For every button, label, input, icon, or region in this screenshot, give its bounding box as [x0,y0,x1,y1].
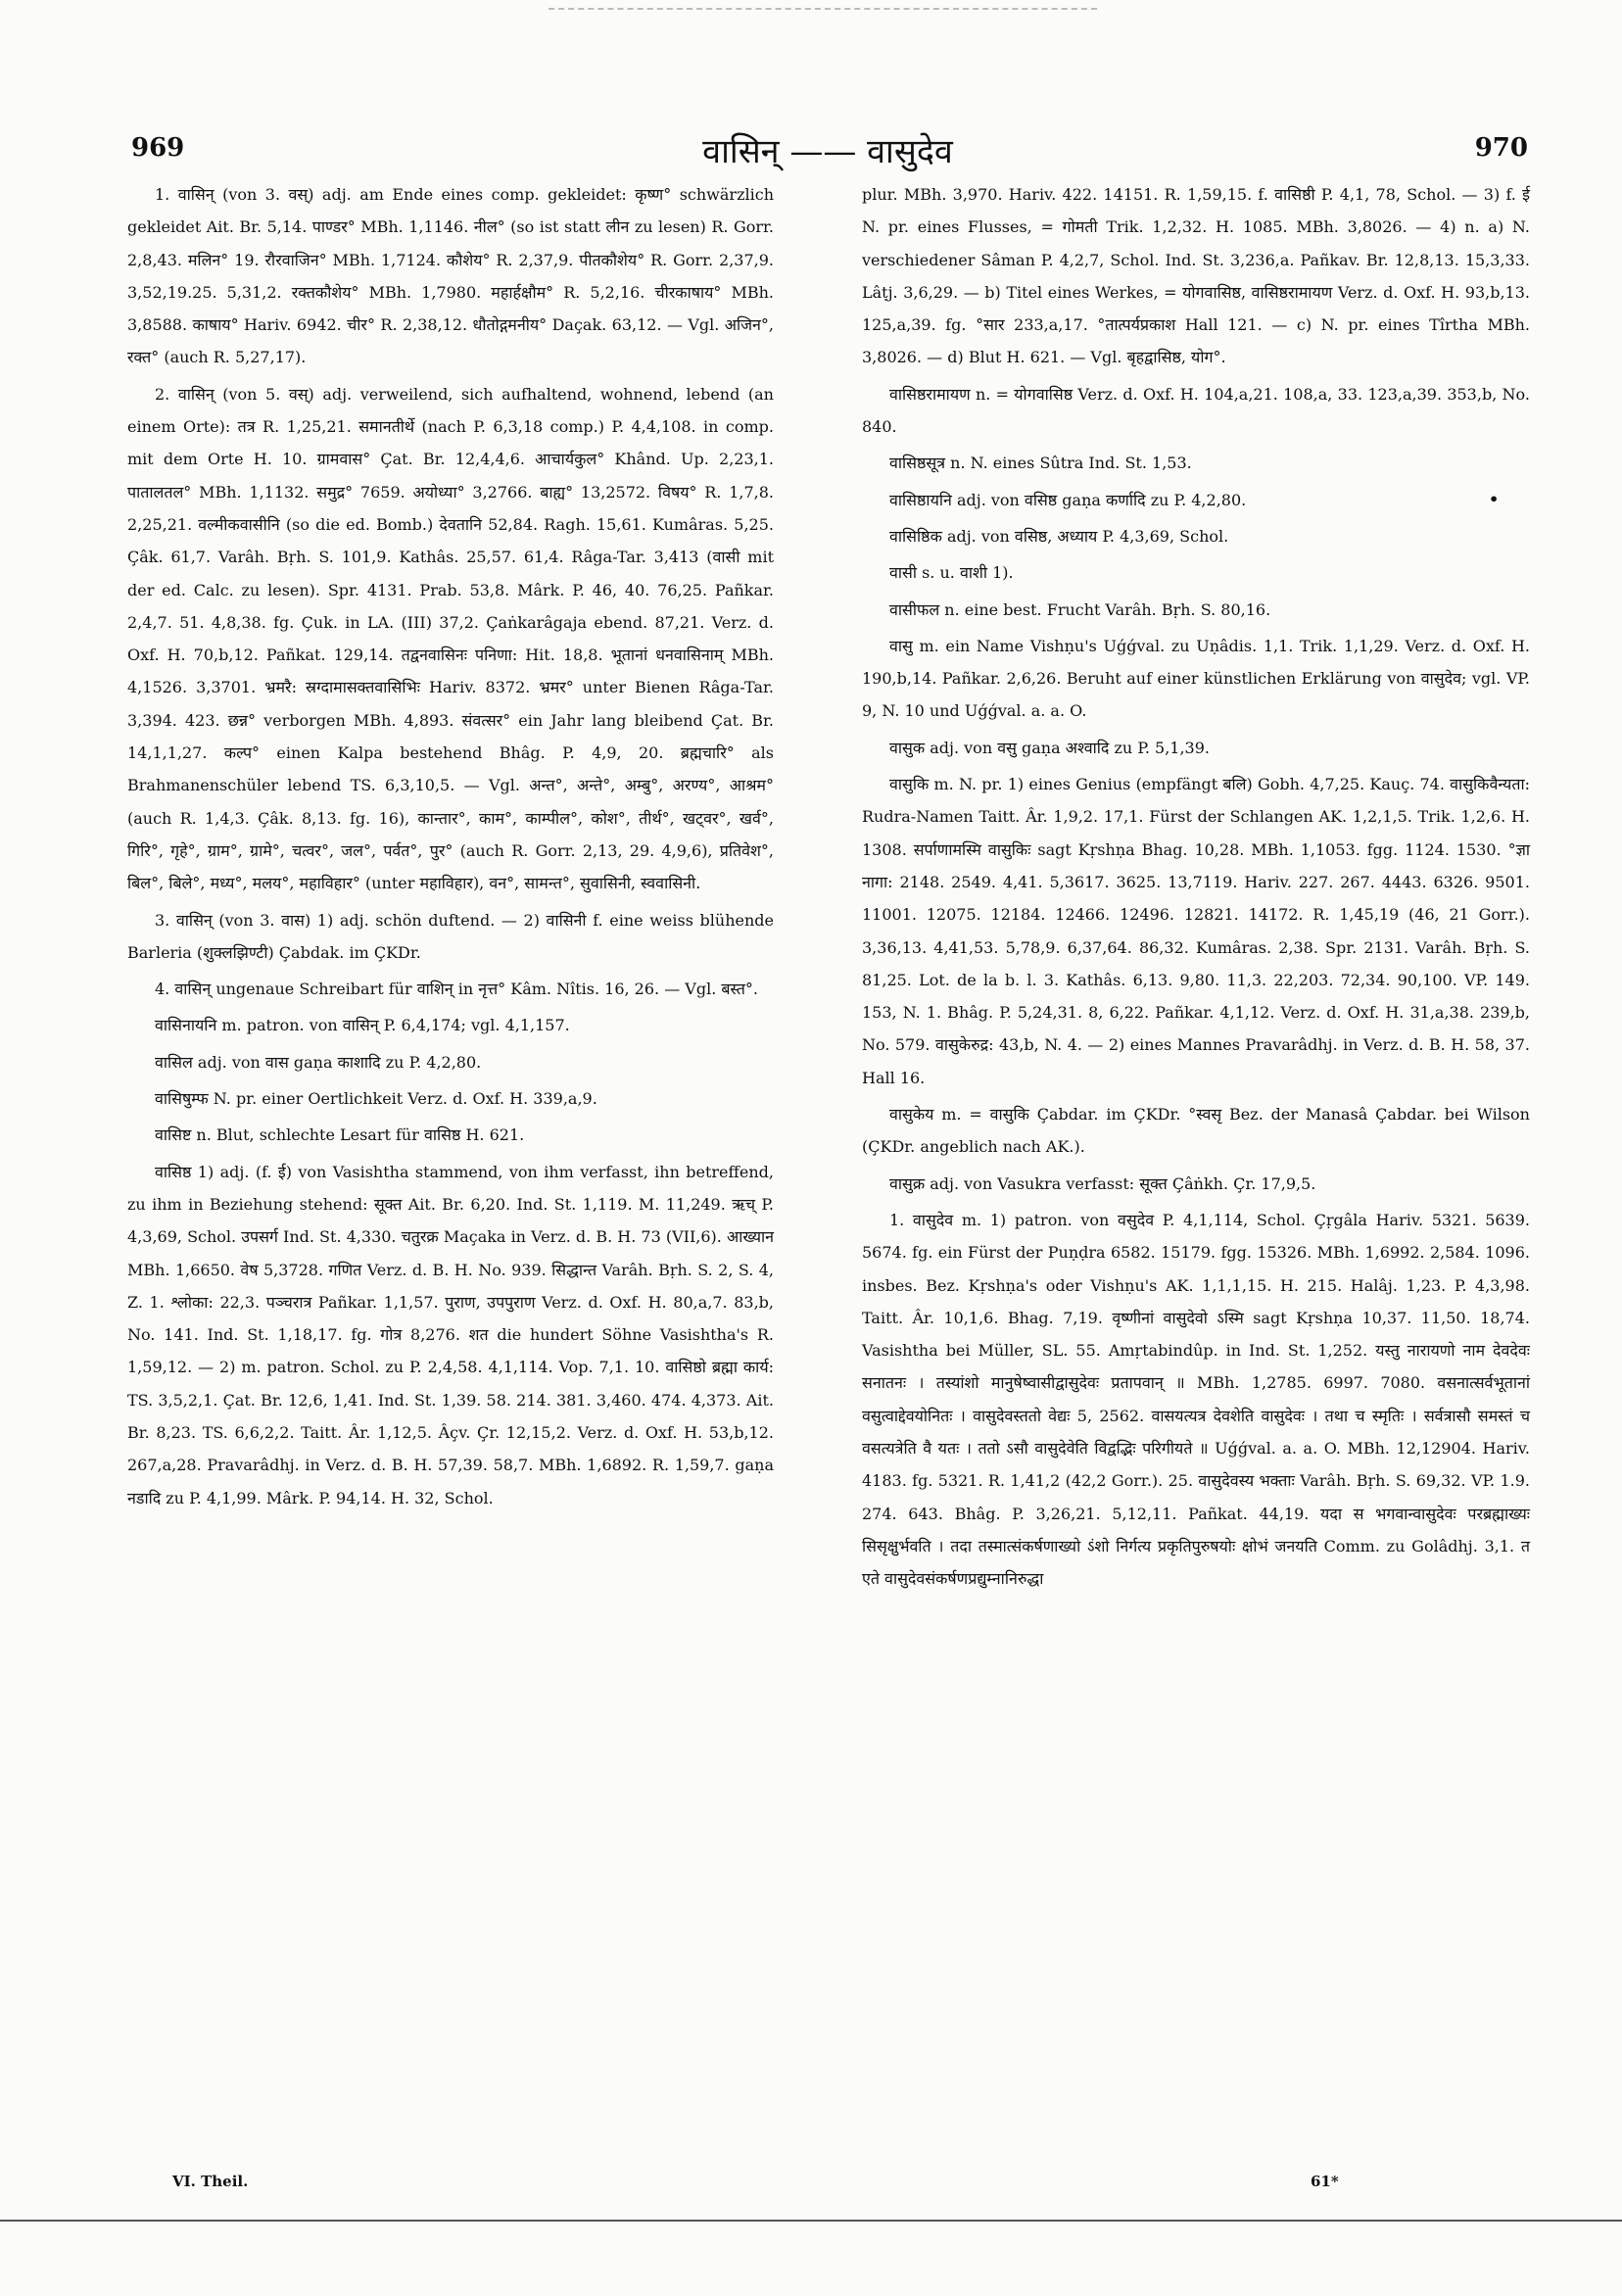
left-column [127,178,774,1518]
footer-volume: VI. Theil. [172,2173,249,2190]
entry-vasin-1: 1. वासिन् (von 3. वस्) adj. am Ende eines comp. gekleidet: कृष्ण° schwärzlich gekleidet Ait. Br. 5,14. पाण्डर° MBh. 1,1146. नील° (so ist statt लीन zu lesen) R. Gorr. 2,8,43. मलिन° 19. रौरवाजिन° MBh. 1,7124. कौशेय° R. 2,37,9. पीतकौशेय° R. Gorr. 2,37,9. 3,52,19.25. 5,31,2. रक्तकौशेय° MBh. 1,7980. महार्हक्षौम° R. 5,2,16. चीरकाषाय° MBh. 3,8588. काषाय° Hariv. 6942. चीर° R. 2,38,12. धौतोद्गमनीय° Daçak. 63,12. — Vgl. अजिन°, रक्त° (auch R. 5,27,17). [127,185,774,367]
entry-vasishta-n: वासिष्ट n. Blut, schlechte Lesart für वासिष्ठ H. 621. [155,1125,525,1145]
right-page-number: 970 [1474,133,1528,163]
entry-vasukra: वासुक्र adj. von Vasukra verfasst: सूक्त Çâṅkh. Çr. 17,9,5. [889,1173,1316,1193]
entry-vasishthayani: वासिष्ठायनि adj. von वसिष्ठ gaṇa कर्णादि zu P. 4,2,80. [889,490,1247,509]
footer-signature: 61* [1311,2173,1339,2190]
entry-vasishthasutra: वासिष्ठसूत्र n. N. eines Sûtra Ind. St. 1,53. [889,454,1192,473]
entry-vasin-3: 3. वासिन् (von 3. वास) 1) adj. schön duftend. — 2) वासिनी f. eine weiss blühende Barleria (शुक्लझिण्टी) Çabdak. im ÇKDr. [127,910,774,962]
entry-vasishtha: वासिष्ठ 1) adj. (f. ई) von Vasishtha stammend, von ihm verfasst, ihn betreffend, zu ihm in Beziehung stehend: सूक्त Ait. Br. 6,20. Ind. St. 1,119. M. 11,249. ऋच् P. 4,3,69, Schol. उपसर्ग Ind. St. 4,330. चतुरक्र Maçaka in Verz. d. B. H. 73 (VII,6). आख्यान MBh. 1,6650. वेष 5,3728. गणित Verz. d. B. H. No. 939. सिद्धान्त Varâh. Bṛh. S. 2, S. 4, Z. 1. श्लोका: 22,3. पञ्चरात्र Pañkar. 1,1,57. पुराण, उपपुराण Verz. d. Oxf. H. 80,a,7. 83,b, No. 141. Ind. St. 1,18,17. fg. गोत्र 8,276. शत die hundert Söhne Vasishtha's R. 1,59,12. — 2) m. patron. Schol. zu P. 2,4,58. 4,1,114. Vop. 7,1. 10. वासिष्ठो ब्रह्मा कार्य: TS. 3,5,2,1. Çat. Br. 12,6, 1,41. Ind. St. 1,39. 58. 214. 381. 3,460. 474. 4,373. Ait. Br. 8,23. TS. 6,6,2,2. Taitt. Âr. 1,12,5. Âçv. Çr. 12,15,2. Verz. d. Oxf. H. 53,b,12. 267,a,28. Pravarâdhj. in Verz. d. B. H. 57,39. 58,7. MBh. 1,6892. R. 1,59,7. gaṇa नडादि zu P. 4,1,99. Mârk. P. 94,14. H. 32, Schol. [127,1162,774,1507]
entry-vasukeya: वासुकेय m. = वासुकि Çabdar. im ÇKDr. °स्वसृ Bez. der Manasâ Çabdar. bei Wilson (ÇKDr. angeblich nach AK.). [862,1105,1530,1157]
entry-vasinayani: वासिनायनि m. patron. von वासिन् P. 6,4,174; vgl. 4,1,157. [155,1016,570,1035]
entry-vasishthika: वासिष्ठिक adj. von वसिष्ठ, अध्याय P. 4,3,69, Schol. [889,526,1229,546]
entry-vasi: वासी s. u. वाशी 1). [889,563,1014,583]
left-page-number: 969 [131,133,185,163]
entry-vasila: वासिल adj. von वास gaṇa काशादि zu P. 4,2,80. [155,1052,482,1072]
entry-vasiphala: वासीफल n. eine best. Frucht Varâh. Bṛh. S. 80,16. [889,599,1271,619]
entry-vasuka: वासुक adj. von वसु gaṇa अश्वादि zu P. 5,1,39. [889,738,1210,757]
entry-vasishtharamayana: वासिष्ठरामायण n. = योगवासिष्ठ Verz. d. Oxf. H. 104,a,21. 108,a, 33. 123,a,39. 353,b, No. 840. [862,384,1530,437]
entry-vasudeva: 1. वासुदेव m. 1) patron. von वसुदेव P. 4,1,114, Schol. Çṛgâla Hariv. 5321. 5639. 5674. fg. ein Fürst der Puṇḍra 6582. 15179. fgg. 15326. MBh. 1,6992. 2,584. 1096. insbes. Bez. Kṛshṇa's oder Vishṇu's AK. 1,1,1,15. H. 215. Halâj. 1,23. P. 4,3,98. Taitt. Âr. 10,1,6. Bhag. 7,19. वृष्णीनां वासुदेवो ऽस्मि sagt Kṛshṇa 10,37. 11,50. 18,74. Vasishtha bei Müller, SL. 55. Amṛtabindûp. in Ind. St. 1,252. यस्तु नारायणो नाम देवदेवः सनातनः । तस्यांशो मानुषेष्वासीद्वासुदेवः प्रतापवान् ॥ MBh. 1,2785. 6997. 7080. वसनात्सर्वभूतानां वसुत्वाद्देवयोनितः । वासुदेवस्ततो वेद्यः 5, 2562. वासयत्यत्र देवशेति वासुदेवः । तथा च स्मृतिः । सर्वत्रासौ समस्तं च वसत्यत्रेति वै यतः । ततो ऽसौ वासुदेवेति विद्वद्भिः परिगीयते ॥ Uǵǵval. a. a. O. MBh. 12,12904. Hariv. 4183. fg. 5321. R. 1,41,2 (42,2 Gorr.). 25. वासुदेवस्य भक्ताः Varâh. Bṛh. S. 69,32. VP. 1.9. 274. 643. Bhâg. P. 3,26,21. 5,12,11. Pañkat. 44,19. यदा स भगवान्वासुदेवः परब्रह्माख्यः सिसृक्षुर्भवति । तदा तस्मात्संकर्षणाख्यो ऽंशो निर्गत्य प्रकृतिपुरुषयोः क्षोभं जनयति Comm. zu Golâdhj. 3,1. त एते वासुदेवसंकर्षणप्रद्युम्नानिरुद्धा [862,1210,1530,1589]
right-column [862,178,1530,1599]
entry-vasu: वासु m. ein Name Vishṇu's Uǵǵval. zu Uṇâdis. 1,1. Trik. 1,1,29. Verz. d. Oxf. H. 190,b,14. Pañkar. 2,6,26. Beruht auf einer künstlichen Erklärung von वासुदेव; vgl. VP. 9, N. 10 und Uǵǵval. a. a. O. [862,636,1530,721]
entry-vasishtha-cont: plur. MBh. 3,970. Hariv. 422. 14151. R. 1,59,15. f. वासिष्ठी P. 4,1, 78, Schol. — 3) f. ई N. pr. eines Flusses, = गोमती Trik. 1,2,32. H. 1085. MBh. 3,8026. — 4) n. a) N. verschiedener Sâman P. 4,2,7, Schol. Ind. St. 3,236,a. Pañkav. Br. 12,8,13. 15,3,33. Lâṭj. 3,6,29. — b) Titel eines Werkes, = योगवासिष्ठ, वासिष्ठरामायण Verz. d. Oxf. H. 93,b,13. 125,a,39. fg. °सार 233,a,17. °तात्पर्यप्रकाश Hall 121. — c) N. pr. eines Tîrtha MBh. 3,8026. — d) Blut H. 621. — Vgl. बृहद्वासिष्ठ, योग°. [862,185,1530,367]
entry-vasin-2: 2. वासिन् (von 5. वस्) adj. verweilend, sich aufhaltend, wohnend, lebend (an einem Orte): तत्र R. 1,25,21. समानतीर्थे (nach P. 6,3,18 comp.) P. 4,4,108. in comp. mit dem Orte H. 10. ग्रामवास° Çat. Br. 12,4,4,6. आचार्यकुल° Khând. Up. 2,23,1. पातालतल° MBh. 1,1132. समुद्र° 7659. अयोध्या° 3,2766. बाह्य° 13,2572. विषय° R. 1,7,8. 2,25,21. वल्मीकवासीनि (so die ed. Bomb.) देवतानि 52,84. Ragh. 15,61. Kumâras. 5,25. Çâk. 61,7. Varâh. Bṛh. S. 101,9. Kathâs. 25,57. 61,4. Râga-Tar. 3,413 (वासी mit der ed. Calc. zu lesen). Spr. 4131. Prab. 53,8. Mârk. P. 46, 40. 76,25. Pañkar. 2,4,7. 51. 4,8,38. fg. Çuk. in LA. (III) 37,2. Çaṅkarâgaja ebend. 87,21. Verz. d. Oxf. H. 70,b,12. Pañkat. 129,14. तद्वनवासिनः पनिणा: Hit. 18,8. भूतानां धनवासिनाम् MBh. 4,1526. 3,3701. भ्रमरै: स्रग्दामासक्तवासिभिः Hariv. 8372. भ्रमर° unter Bienen Râga-Tar. 3,394. 423. छन्न° verborgen MBh. 4,893. संवत्सर° ein Jahr lang bleibend Çat. Br. 14,1,1,27. कल्प° einen Kalpa bestehend Bhâg. P. 4,9, 20. ब्रह्मचारि° als Brahmanenschüler lebend TS. 6,3,10,5. — Vgl. अन्त°, अन्ते°, अम्बु°, अरण्य°, आश्रम° (auch R. 1,4,3. Çâk. 8,13. fg. 16), कान्तार°, काम°, काम्पील°, कोश°, तीर्थ°, खट्वर°, खर्व°, गिरि°, गृहे°, ग्राम°, ग्रामे°, चत्वर°, जल°, पर्वत°, पुर° (auch R. Gorr. 2,13, 29. 4,9,6), प्रतिवेश°, बिल°, बिले°, मध्य°, मलय°, महाविहार° (unter महाविहार), वन°, सामन्त°, सुवासिनी, स्ववासिनी. [127,384,774,893]
entry-vasishumpha: वासिषुम्फ N. pr. einer Oertlichkeit Verz. d. Oxf. H. 339,a,9. [155,1089,597,1109]
top-dashed-rule [549,8,1097,10]
running-head: वासिन् —— वासुदेव [702,132,953,171]
bottom-rule [0,2220,1622,2222]
margin-dot-mark: • [1489,490,1500,508]
entry-vasuki: वासुकि m. N. pr. 1) eines Genius (empfängt बलि) Gobh. 4,7,25. Kauç. 74. वासुकिवैन्यता: Rudra-Namen Taitt. Âr. 1,9,2. 17,1. Fürst der Schlangen AK. 1,2,1,5. Trik. 1,2,6. H. 1308. सर्पाणामस्मि वासुकिः sagt Kṛshṇa Bhag. 10,28. MBh. 1,1053. fgg. 1124. 1530. °ज्ञा नागा: 2148. 2549. 4,41. 5,3617. 3625. 13,7119. Hariv. 227. 267. 4443. 6326. 9501. 11001. 12075. 12184. 12466. 12496. 12821. 14172. R. 1,45,19 (46, 21 Gorr.). 3,36,13. 4,41,53. 5,78,9. 6,37,64. 86,32. Kumâras. 2,38. Spr. 2131. Varâh. Bṛh. S. 81,25. Lot. de la b. l. 3. Kathâs. 6,13. 9,80. 11,3. 22,203. 72,34. 90,100. VP. 149. 153, N. 1. Bhâg. P. 5,24,31. 8, 6,22. Pañkar. 4,1,12. Verz. d. Oxf. H. 31,a,38. 239,b, No. 579. वासुकेरुद्र: 43,b, N. 4. — 2) eines Mannes Pravarâdhj. in Verz. d. B. H. 58, 37. Hall 16. [862,775,1530,1087]
entry-vasin-4: 4. वासिन् ungenaue Schreibart für वाशिन् in नृत्त° Kâm. Nîtis. 16, 26. — Vgl. बस्त°. [155,980,758,999]
page-header [127,133,1528,172]
